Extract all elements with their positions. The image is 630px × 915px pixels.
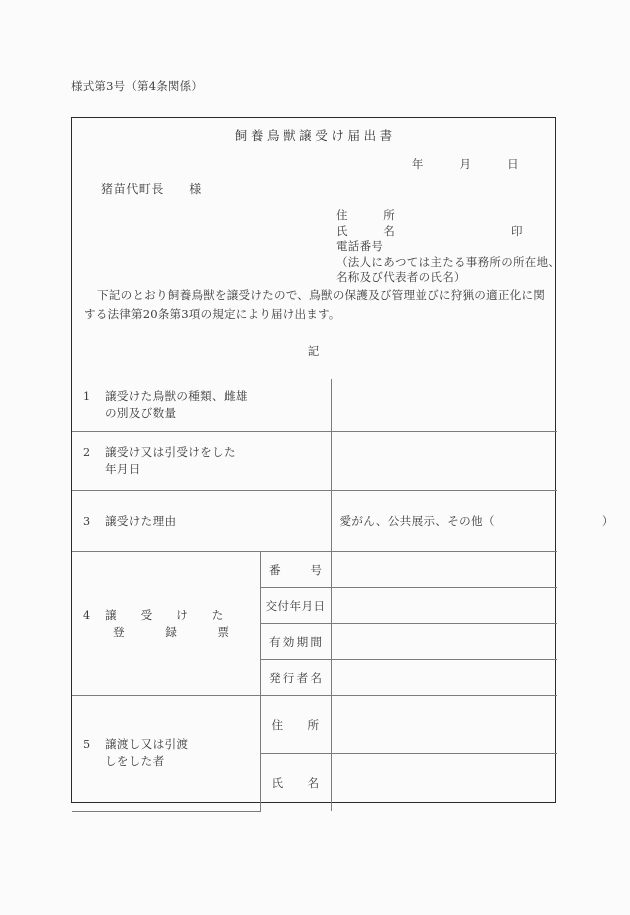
subrow-label-5-1-text: 住 所 <box>271 717 320 732</box>
subrow-label-5-2 <box>260 754 331 812</box>
subrow-value-5-1[interactable] <box>331 696 557 754</box>
row-label-2 <box>72 432 331 491</box>
row-value-2[interactable] <box>331 432 557 491</box>
subrow-value-4-2[interactable] <box>331 588 557 624</box>
subrow-label-4-4-text: 発行者名 <box>269 670 325 685</box>
row-label-2-line1: 譲受け又は引受けをした <box>105 445 236 459</box>
row-value-3[interactable] <box>331 491 614 552</box>
row-label-5-line2: しをした者 <box>105 754 165 769</box>
subrow-label-5-2-text: 氏 名 <box>271 775 320 790</box>
form-frame <box>71 117 614 803</box>
page-title: 飼養鳥獣譲受け届出書 <box>234 128 396 143</box>
table-row <box>72 696 557 754</box>
row-number-5: 5 <box>83 738 91 752</box>
subrow-label-4-4 <box>260 660 331 696</box>
subrow-value-4-3[interactable] <box>331 624 557 660</box>
ki-mark: 記 <box>307 344 320 358</box>
body-text: 下記のとおり飼養鳥獣を譲受けたので、鳥獣の保護及び管理並びに狩猟の適正化に関する法律第20条第3項の規定により届け出ます。 <box>84 288 545 321</box>
row-label-3 <box>72 491 331 552</box>
preamble-section <box>72 118 561 379</box>
row-number-2: 2 <box>83 446 91 459</box>
applicant-block <box>336 208 560 286</box>
row-number-1: 1 <box>83 390 91 403</box>
row-label-1 <box>72 379 331 432</box>
row-label-4-line2: 登 録 票 <box>113 624 244 639</box>
corporate-note-line-2: 名称及び代表者の氏名） <box>336 270 466 284</box>
table-row <box>72 491 557 552</box>
seal-label: 印 <box>511 223 523 238</box>
subrow-label-4-1 <box>260 552 331 588</box>
row-number-3: 3 <box>83 514 91 528</box>
row-value-1[interactable] <box>331 379 557 432</box>
subrow-value-4-1[interactable] <box>331 552 557 588</box>
row-label-5-line1: 譲渡し又は引渡 <box>105 737 189 752</box>
row-label-4-line1: 譲 受 け た <box>105 607 230 622</box>
subrow-label-4-2 <box>260 588 331 624</box>
corporate-note-line-1: （法人にあつては主たる事務所の所在地、 <box>336 254 561 269</box>
table-row <box>72 432 557 491</box>
subrow-value-5-2[interactable] <box>331 754 557 812</box>
row-label-1-line2: の別及び数量 <box>105 406 177 420</box>
subrow-label-5-1 <box>260 696 331 754</box>
subrow-label-4-3 <box>260 624 331 660</box>
subrow-label-4-2-text: 交付年月日 <box>265 598 326 613</box>
row-label-3-line1: 譲受けた理由 <box>105 513 177 528</box>
table-row <box>72 552 557 588</box>
form-table <box>72 379 614 812</box>
date-line: 年 月 日 <box>411 157 519 171</box>
applicant-name-label: 氏 名 <box>336 223 395 238</box>
applicant-phone-label: 電話番号 <box>336 239 384 253</box>
row-label-4 <box>72 552 260 696</box>
subrow-label-4-3-text: 有効期間 <box>269 634 325 649</box>
row-number-4: 4 <box>83 608 91 622</box>
row-label-2-line2: 年月日 <box>105 462 141 476</box>
subrow-label-4-1-text: 番 号 <box>269 562 325 577</box>
applicant-address-label: 住 所 <box>336 208 395 222</box>
row-label-5 <box>72 696 260 812</box>
row-value-3-text: 愛がん、公共展示、その他（ ） <box>339 514 614 528</box>
addressee: 猪苗代町長 様 <box>101 182 202 196</box>
row-label-1-line1: 譲受けた鳥獣の種類、雌雄 <box>105 389 248 403</box>
subrow-value-4-4[interactable] <box>331 660 557 696</box>
form-number: 様式第3号（第4条関係） <box>71 79 204 93</box>
table-row <box>72 379 557 432</box>
